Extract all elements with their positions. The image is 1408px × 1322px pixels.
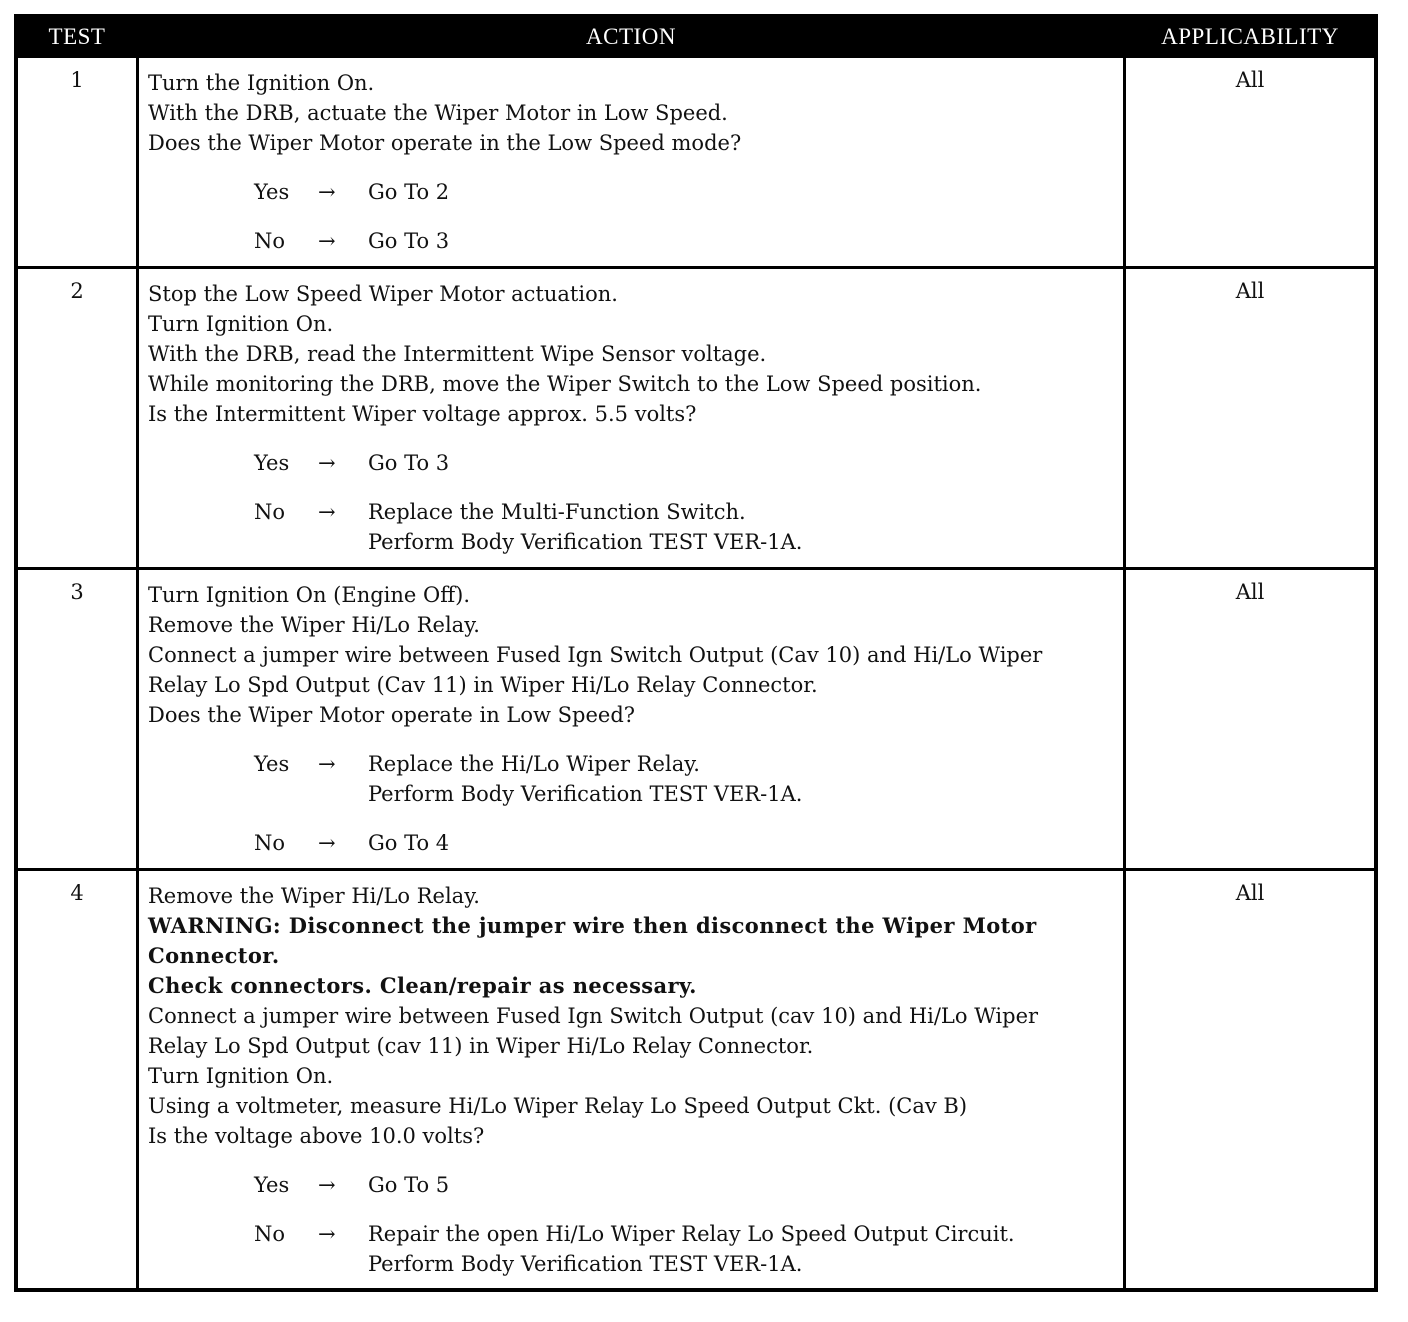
no-outcome bbox=[254, 1219, 1128, 1279]
table-row bbox=[18, 267, 1374, 568]
warning-text: Check connectors. Clean/repair as necessary. bbox=[148, 973, 697, 998]
no-outcome bbox=[254, 828, 1128, 858]
no-label: No bbox=[254, 1222, 286, 1246]
action-step: Stop the Low Speed Wiper Motor actuation. bbox=[148, 282, 618, 306]
action-step: Does the Wiper Motor operate in Low Speed? bbox=[148, 703, 636, 727]
table-row bbox=[18, 869, 1374, 1292]
action-cell bbox=[148, 279, 1128, 557]
applicability-value: All bbox=[1235, 881, 1265, 905]
table-row bbox=[18, 56, 1374, 267]
action-step: Is the Intermittent Wiper voltage approx. 5.5 volts? bbox=[148, 402, 697, 426]
applicability-value: All bbox=[1235, 279, 1265, 303]
outcome-text: Replace the Multi-Function Switch. bbox=[368, 500, 746, 524]
action-cell bbox=[148, 68, 1128, 256]
outcome-text: Go To 2 bbox=[368, 180, 450, 204]
action-step: Turn the Ignition On. bbox=[148, 71, 375, 95]
right-arrow-icon: → bbox=[318, 752, 336, 776]
right-arrow-icon: → bbox=[318, 1222, 336, 1246]
yes-label: Yes bbox=[254, 180, 290, 204]
action-step: With the DRB, actuate the Wiper Motor in Low Speed. bbox=[148, 101, 728, 125]
yes-outcome bbox=[254, 749, 1128, 809]
outcome-text: Replace the Hi/Lo Wiper Relay. bbox=[368, 752, 700, 776]
warning-text: WARNING: Disconnect the jumper wire then disconnect the Wiper Motor bbox=[148, 913, 1037, 938]
action-step: Relay Lo Spd Output (Cav 11) in Wiper Hi/Lo Relay Connector. bbox=[148, 673, 818, 697]
outcome-text: Perform Body Verification TEST VER-1A. bbox=[368, 782, 803, 806]
applicability-value: All bbox=[1235, 68, 1265, 92]
header-applicability: APPLICABILITY bbox=[1161, 24, 1339, 49]
right-arrow-icon: → bbox=[318, 451, 336, 475]
outcome-result bbox=[368, 1170, 1128, 1200]
header-action: ACTION bbox=[586, 24, 676, 49]
test-number: 3 bbox=[70, 580, 84, 604]
outcome-text: Perform Body Verification TEST VER-1A. bbox=[368, 1252, 803, 1276]
no-label: No bbox=[254, 831, 286, 855]
yes-label: Yes bbox=[254, 752, 290, 776]
test-number: 4 bbox=[70, 881, 84, 905]
yes-label: Yes bbox=[254, 1173, 290, 1197]
right-arrow-icon: → bbox=[318, 229, 336, 253]
table-header bbox=[18, 18, 1374, 58]
action-cell bbox=[148, 881, 1128, 1279]
outcome-text: Go To 3 bbox=[368, 451, 450, 475]
yes-outcome bbox=[254, 448, 1128, 478]
diagnostic-table bbox=[14, 14, 1378, 1292]
outcome-result bbox=[368, 448, 1128, 478]
action-step: Connect a jumper wire between Fused Ign Switch Output (Cav 10) and Hi/Lo Wiper bbox=[148, 643, 1043, 667]
right-arrow-icon: → bbox=[318, 831, 336, 855]
table-row bbox=[18, 568, 1374, 869]
test-number: 2 bbox=[70, 279, 84, 303]
outcome-result bbox=[368, 749, 1128, 809]
outcome-result bbox=[368, 177, 1128, 207]
action-step: Remove the Wiper Hi/Lo Relay. bbox=[148, 884, 480, 908]
test-number: 1 bbox=[70, 68, 84, 92]
outcome-text: Go To 4 bbox=[368, 831, 450, 855]
action-cell bbox=[148, 580, 1128, 858]
outcome-text: Perform Body Verification TEST VER-1A. bbox=[368, 530, 803, 554]
applicability-value: All bbox=[1235, 580, 1265, 604]
action-step: Is the voltage above 10.0 volts? bbox=[148, 1124, 485, 1148]
right-arrow-icon: → bbox=[318, 180, 336, 204]
yes-outcome bbox=[254, 177, 1128, 207]
action-step: While monitoring the DRB, move the Wiper Switch to the Low Speed position. bbox=[148, 372, 982, 396]
no-label: No bbox=[254, 500, 286, 524]
action-step: Relay Lo Spd Output (cav 11) in Wiper Hi/Lo Relay Connector. bbox=[148, 1034, 814, 1058]
action-step: Turn Ignition On (Engine Off). bbox=[148, 583, 471, 607]
action-step: Remove the Wiper Hi/Lo Relay. bbox=[148, 613, 480, 637]
outcome-text: Go To 3 bbox=[368, 229, 450, 253]
no-outcome bbox=[254, 497, 1128, 557]
outcome-text: Go To 5 bbox=[368, 1173, 450, 1197]
no-label: No bbox=[254, 229, 286, 253]
action-step: Turn Ignition On. bbox=[148, 312, 334, 336]
outcome-result bbox=[368, 497, 1128, 557]
outcome-result bbox=[368, 226, 1128, 256]
right-arrow-icon: → bbox=[318, 500, 336, 524]
outcome-result bbox=[368, 1219, 1128, 1279]
action-step: Connect a jumper wire between Fused Ign Switch Output (cav 10) and Hi/Lo Wiper bbox=[148, 1004, 1039, 1028]
outcome-result bbox=[368, 828, 1128, 858]
yes-label: Yes bbox=[254, 451, 290, 475]
no-outcome bbox=[254, 226, 1128, 256]
warning-text: Connector. bbox=[148, 943, 280, 968]
right-arrow-icon: → bbox=[318, 1173, 336, 1197]
action-step: With the DRB, read the Intermittent Wipe Sensor voltage. bbox=[148, 342, 767, 366]
yes-outcome bbox=[254, 1170, 1128, 1200]
action-step: Does the Wiper Motor operate in the Low Speed mode? bbox=[148, 131, 742, 155]
action-step: Turn Ignition On. bbox=[148, 1064, 334, 1088]
header-test: TEST bbox=[48, 24, 106, 49]
outcome-text: Repair the open Hi/Lo Wiper Relay Lo Speed Output Circuit. bbox=[368, 1222, 1015, 1246]
action-step: Using a voltmeter, measure Hi/Lo Wiper Relay Lo Speed Output Ckt. (Cav B) bbox=[148, 1094, 968, 1118]
